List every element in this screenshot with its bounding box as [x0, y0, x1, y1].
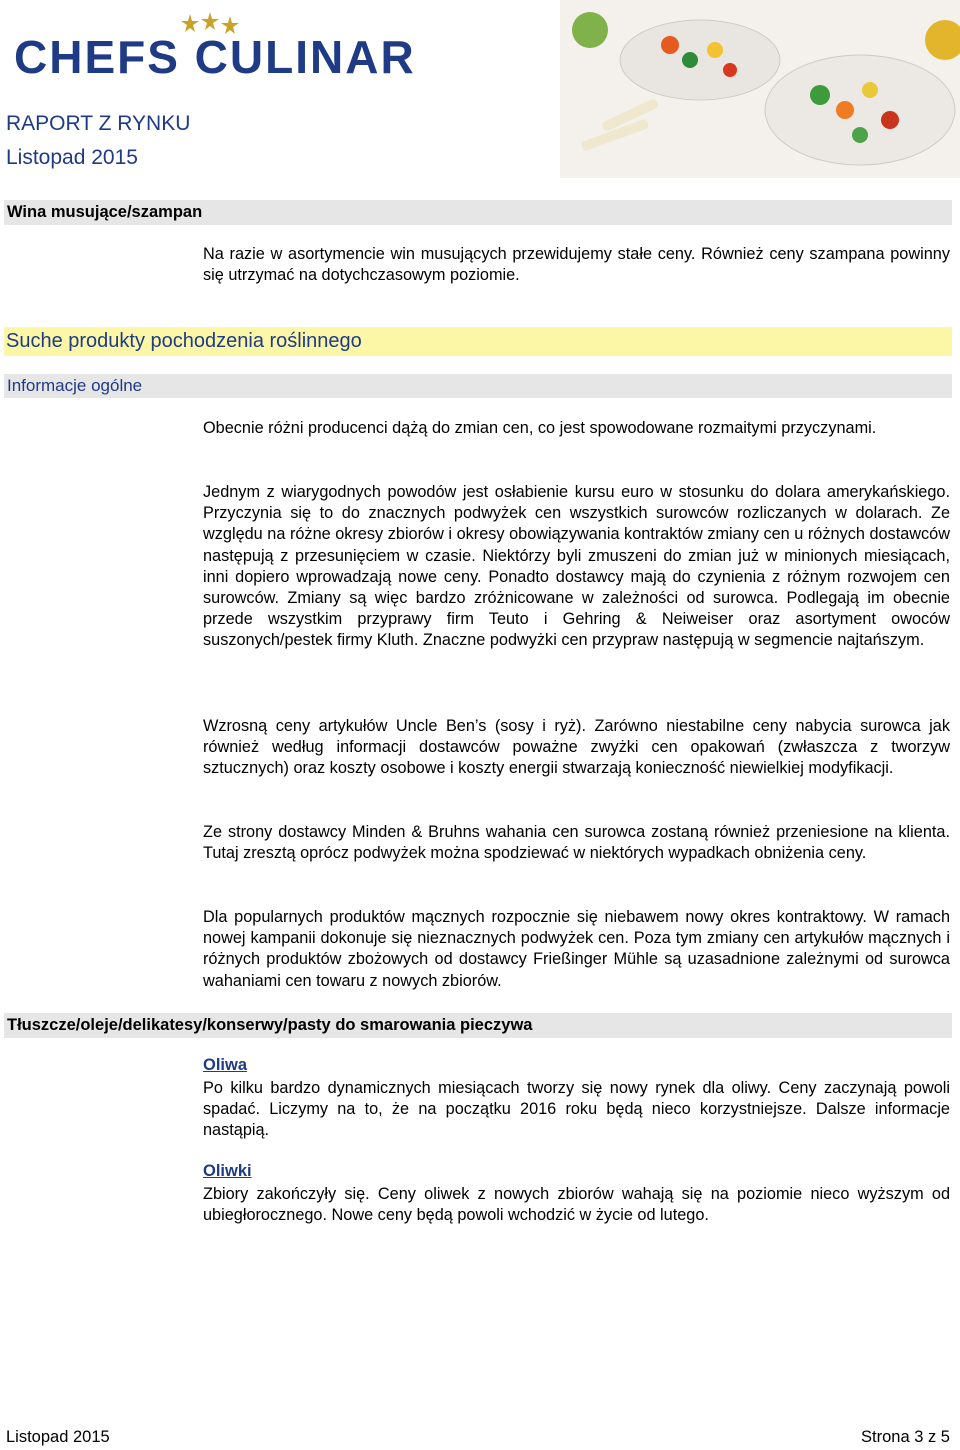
section-title-dry-products: Suche produkty pochodzenia roślinnego [4, 327, 952, 356]
report-title: RAPORT Z RYNKU [6, 112, 191, 135]
dry-paragraph-3: Wzrosną ceny artykułów Uncle Ben’s (sosy i ryż). Zarówno niestabilne ceny nabycia surowca jak również według informacji dostawców poważne zwyżki cen opakowań (zwłaszcza z tworzyw sztucznych) oraz koszty osobowe i koszty energii stwarzają konieczność niewielkiej modyfikacji. [203, 717, 950, 778]
oliwki-heading: Oliwki [203, 1162, 252, 1180]
footer-page-number: Strona 3 z 5 [861, 1428, 950, 1446]
vegetables-photo [560, 0, 960, 178]
dry-paragraph-1: Obecnie różni producenci dążą do zmian cen, co jest spowodowane rozmaitymi przyczynami. [203, 419, 877, 437]
dry-paragraph-2: Jednym z wiarygodnych powodów jest osłabienie kursu euro w stosunku do dolara amerykańskiego. Przyczynia się to do znacznych podwyżek cen wszystkich surowców rozliczanych w dolarach. Ze względu na różne okresy zbiorów i okresy obowiązywania kontraktów zmiany cen u różnych dostawców następują z przesunięciem w czasie. Niektórzy byli zmuszeni do zmian już w minionych miesiącach, inni dopiero wprowadzają nowe ceny. Ponadto dostawcy mają do czynienia z różnym rozwojem cen surowców. Zmiany są więc bardzo zróżnicowane w zależności od surowca. Podlegają im obecnie przede wszystkim przyprawy firm Teuto i Gehring & Neiweiser oraz asortyment owoców suszonych/pestek firmy Kluth. Znaczne podwyżki cen przypraw następują w segmencie najtańszym. [203, 483, 950, 650]
logo-text: CHEFS CULINAR [14, 31, 416, 83]
dry-paragraph-5: Dla popularnych produktów mącznych rozpocznie się niebawem nowy okres kontraktowy. W ramach nowej kampanii dokonuje się nieznacznych podwyżek cen. Poza tym zmiany cen artykułów mącznych i różnych produktów zbożowych od dostawcy Frießinger Mühle są uzasadnione zależnymi od surowca wahaniami cen towaru z nowych zbiorów. [203, 908, 950, 990]
subsection-general-info: Informacje ogólne [4, 374, 952, 398]
wine-paragraph: Na razie w asortymencie win musujących przewidujemy stałe ceny. Również ceny szampana powinny się utrzymać na dotychczasowym poziomie. [203, 245, 950, 285]
oliwa-heading: Oliwa [203, 1056, 248, 1074]
section-title-fats: Tłuszcze/oleje/delikatesy/konserwy/pasty do smarowania pieczywa [4, 1013, 952, 1038]
dry-paragraph-4: Ze strony dostawcy Minden & Bruhns wahania cen surowca zostaną również przeniesione na klienta. Tutaj zresztą oprócz podwyżek można spodziewać w niektórych wypadkach obniżenia ceny. [203, 823, 950, 863]
footer-date: Listopad 2015 [6, 1428, 110, 1446]
chefs-culinar-logo [14, 8, 554, 83]
oliwki-paragraph: Zbiory zakończyły się. Ceny oliwek z nowych zbiorów wahają się na poziomie nieco wyższym od ubiegłorocznego. Nowe ceny będą powoli wchodzić w życie od lutego. [203, 1185, 950, 1225]
report-date: Listopad 2015 [6, 146, 138, 169]
page-header [0, 0, 960, 180]
oliwa-paragraph: Po kilku bardzo dynamicznych miesiącach tworzy się nowy rynek dla oliwy. Ceny zaczynają powoli spadać. Liczymy na to, że na początku 2016 roku będą nieco korzystniejsze. Dalsze informacje nastąpią. [203, 1079, 950, 1140]
section-title-wine: Wina musujące/szampan [4, 200, 952, 225]
